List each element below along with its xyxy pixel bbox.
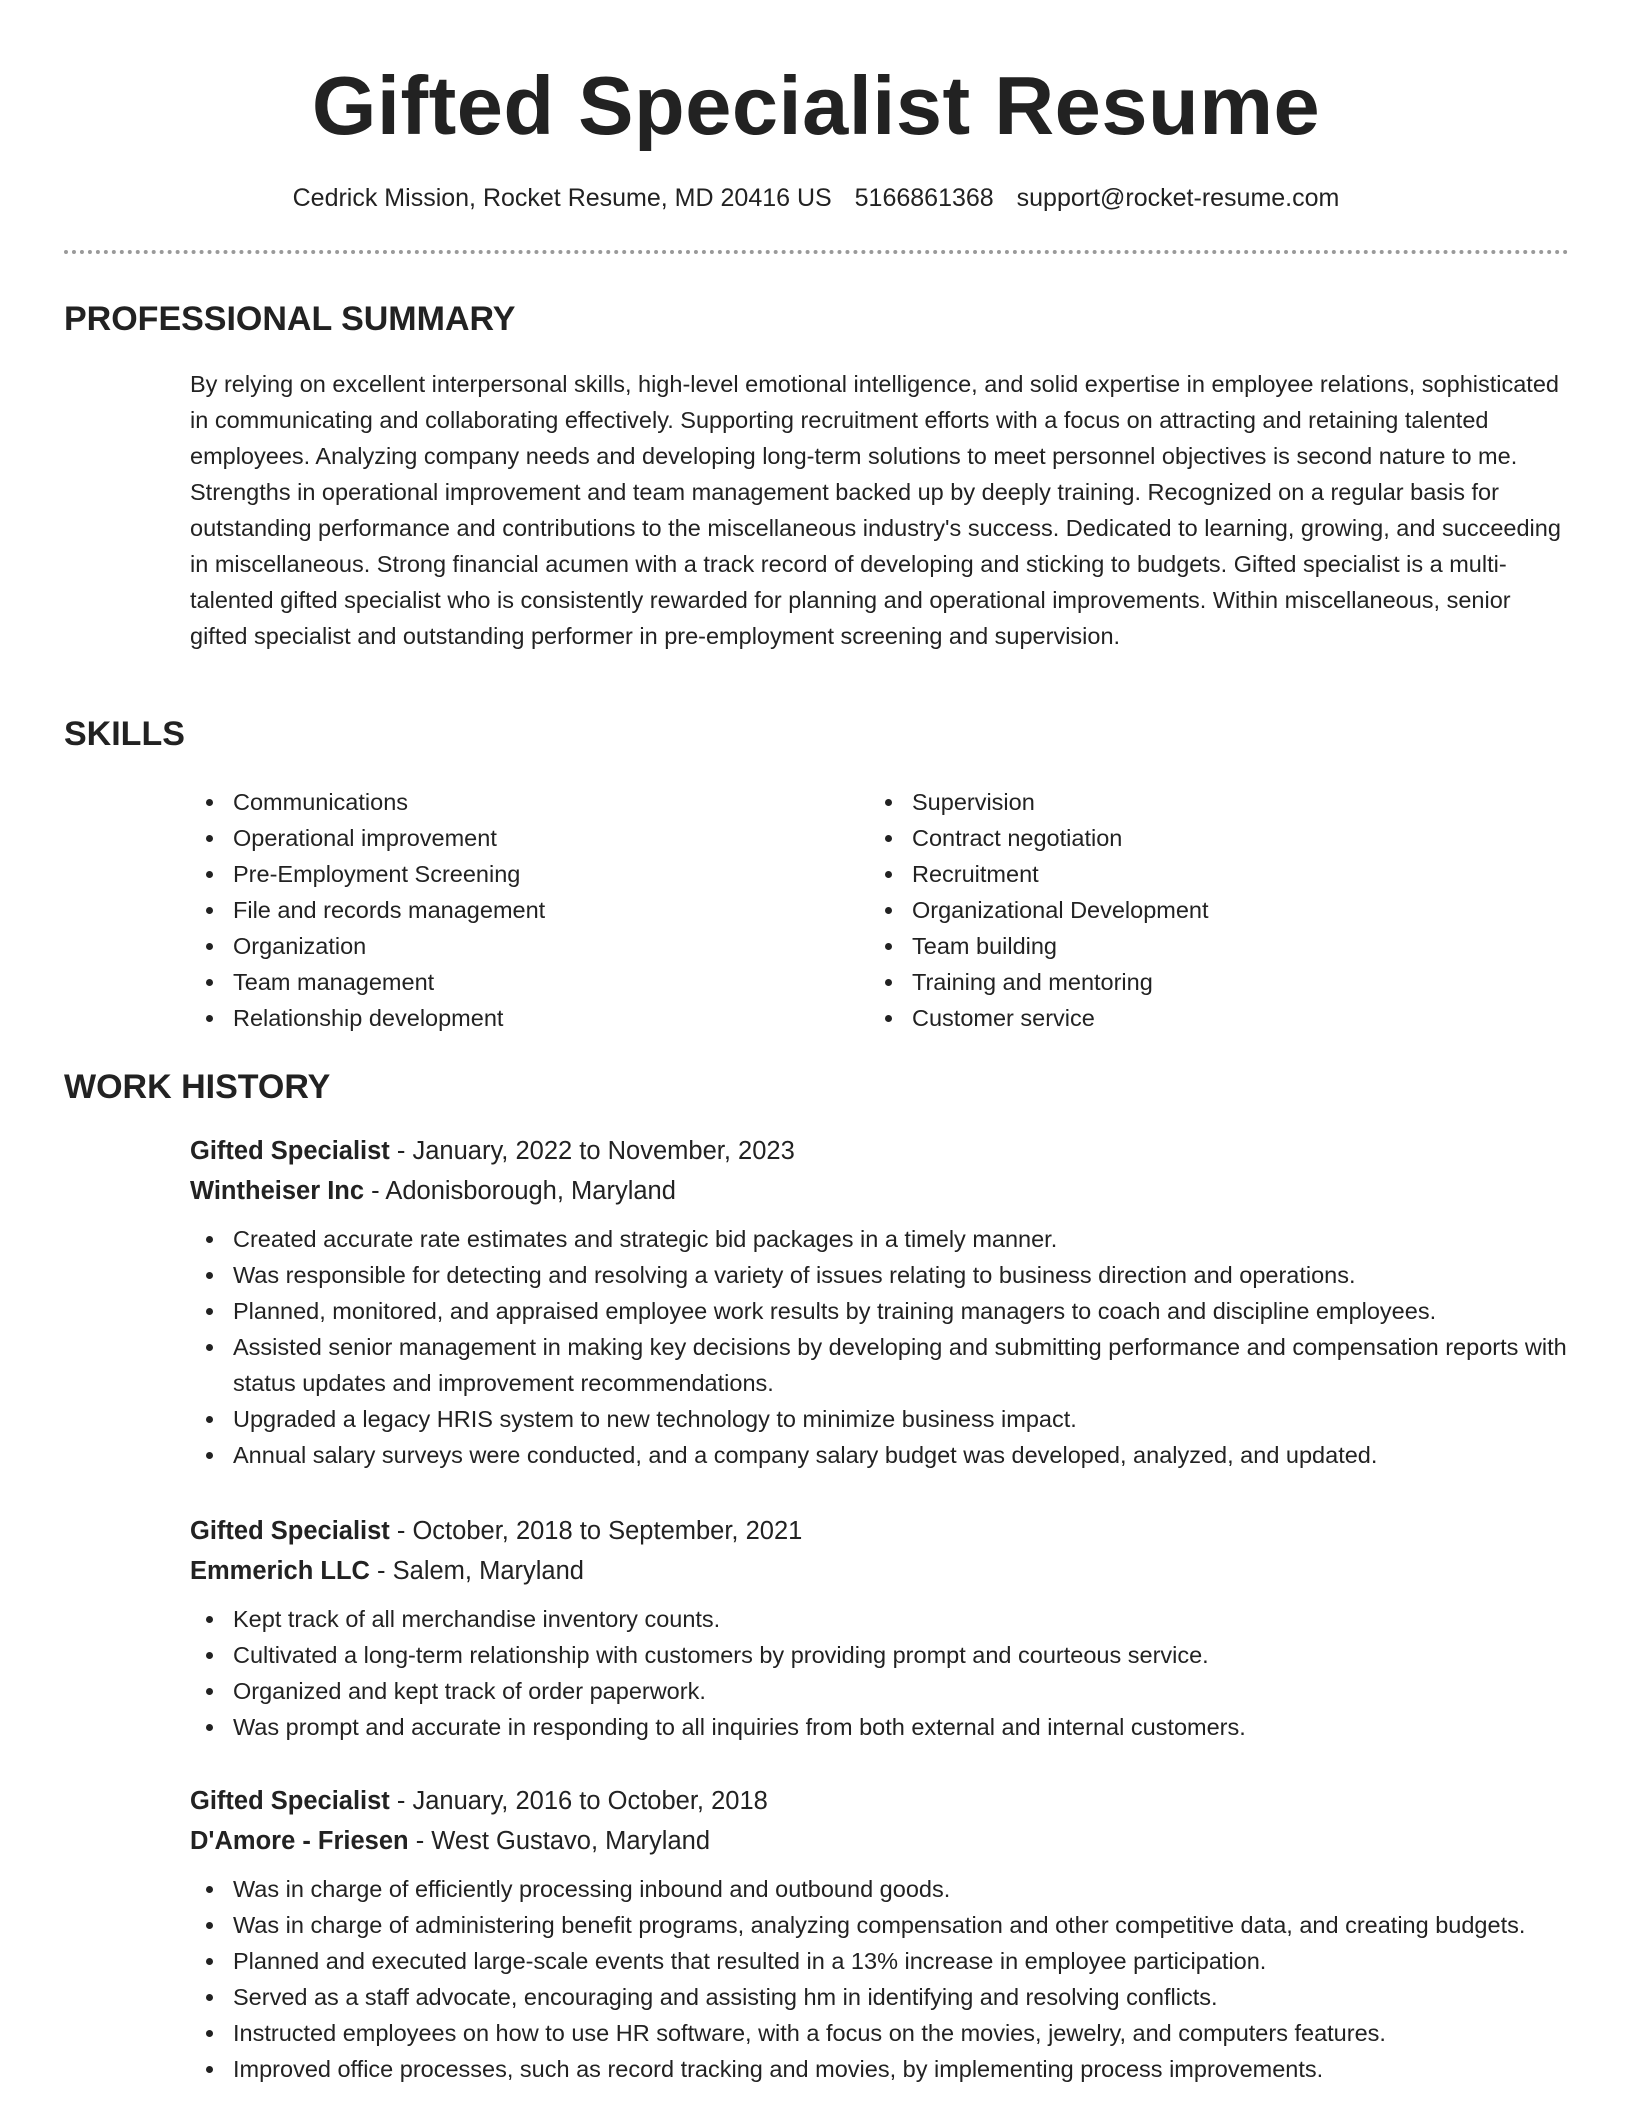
skill-item: Recruitment <box>869 856 1209 892</box>
job-location: - Salem, Maryland <box>369 1557 584 1585</box>
job-bullet: Improved office processes, such as record tracking and movies, by implementing process improvements. <box>190 2051 1570 2087</box>
contact-email: support@rocket-resume.com <box>1016 184 1340 212</box>
job-bullet: Served as a staff advocate, encouraging and assisting hm in identifying and resolving conflicts. <box>190 1979 1570 2015</box>
skills-list-right <box>869 784 1209 1036</box>
skills-list-left <box>190 784 545 1036</box>
job-title-line <box>190 1511 1570 1551</box>
skill-item: Training and mentoring <box>869 964 1209 1000</box>
skill-item: File and records management <box>190 892 545 928</box>
job-bullet: Planned and executed large-scale events that resulted in a 13% increase in employee participation. <box>190 1943 1570 1979</box>
skill-item: Customer service <box>869 1000 1209 1036</box>
skill-item: Organization <box>190 928 545 964</box>
job-bullet: Assisted senior management in making key decisions by developing and submitting performance and compensation reports with status updates and improvement recommendations. <box>190 1329 1570 1401</box>
skill-item: Team building <box>869 928 1209 964</box>
resume-title: Gifted Specialist Resume <box>311 59 1321 152</box>
job-location: - West Gustavo, Maryland <box>408 1827 711 1855</box>
skill-item: Operational improvement <box>190 820 545 856</box>
job-bullet: Cultivated a long-term relationship with customers by providing prompt and courteous service. <box>190 1637 1570 1673</box>
job-company: D'Amore - Friesen <box>190 1827 409 1855</box>
skill-item: Communications <box>190 784 545 820</box>
contact-line <box>0 180 1632 216</box>
contact-phone: 5166861368 <box>854 184 994 212</box>
job-dates: - October, 2018 to September, 2021 <box>389 1517 803 1545</box>
job-dates: - January, 2022 to November, 2023 <box>389 1137 795 1165</box>
job-entry <box>190 1131 1570 1473</box>
job-bullets <box>190 1221 1570 1473</box>
job-company-line <box>190 1551 1570 1591</box>
job-bullet: Kept track of all merchandise inventory counts. <box>190 1601 1570 1637</box>
skill-item: Relationship development <box>190 1000 545 1036</box>
skill-item: Organizational Development <box>869 892 1209 928</box>
job-title-line <box>190 1131 1570 1171</box>
contact-address: Cedrick Mission, Rocket Resume, MD 20416 US <box>292 184 832 212</box>
job-bullet: Was prompt and accurate in responding to all inquiries from both external and internal customers. <box>190 1709 1570 1745</box>
job-bullet: Was in charge of efficiently processing inbound and outbound goods. <box>190 1871 1570 1907</box>
skill-item: Supervision <box>869 784 1209 820</box>
summary-text: By relying on excellent interpersonal skills, high-level emotional intelligence, and solid expertise in employee relations, sophisticated in communicating and collaborating effectively. Supporting recruitment efforts with a focus on attracting and retaining talented employees. Analyzing company needs and developing long-term solutions to meet personnel objectives is second nature to me. Strengths in operational improvement and team management backed up by deeply training. Recognized on a regular basis for outstanding performance and contributions to the miscellaneous industry's success. Dedicated to learning, growing, and succeeding in miscellaneous. Strong financial acumen with a track record of developing and sticking to budgets. Gifted specialist is a multi-talented gifted specialist who is consistently rewarded for planning and operational improvements. Within miscellaneous, senior gifted specialist and outstanding performer in pre-employment screening and supervision. <box>190 371 1561 649</box>
job-title: Gifted Specialist <box>190 1787 390 1815</box>
job-bullet: Instructed employees on how to use HR software, with a focus on the movies, jewelry, and computers features. <box>190 2015 1570 2051</box>
job-dates: - January, 2016 to October, 2018 <box>389 1787 768 1815</box>
job-entry <box>190 1511 1570 1745</box>
job-bullets <box>190 1871 1570 2087</box>
skill-item: Contract negotiation <box>869 820 1209 856</box>
skills-heading: SKILLS <box>64 715 185 753</box>
job-entry <box>190 1781 1570 2087</box>
job-bullet: Planned, monitored, and appraised employee work results by training managers to coach and discipline employees. <box>190 1293 1570 1329</box>
job-bullet: Created accurate rate estimates and strategic bid packages in a timely manner. <box>190 1221 1570 1257</box>
header-divider <box>64 250 1569 254</box>
job-bullet: Upgraded a legacy HRIS system to new technology to minimize business impact. <box>190 1401 1570 1437</box>
summary-heading: PROFESSIONAL SUMMARY <box>64 300 516 338</box>
job-bullet: Annual salary surveys were conducted, and a company salary budget was developed, analyzed, and updated. <box>190 1437 1570 1473</box>
work-heading: WORK HISTORY <box>64 1068 331 1106</box>
skill-item: Pre-Employment Screening <box>190 856 545 892</box>
job-title: Gifted Specialist <box>190 1517 390 1545</box>
job-company: Emmerich LLC <box>190 1557 370 1585</box>
job-company-line <box>190 1171 1570 1211</box>
job-location: - Adonisborough, Maryland <box>364 1177 676 1205</box>
job-bullet: Was in charge of administering benefit programs, analyzing compensation and other competitive data, and creating budgets. <box>190 1907 1570 1943</box>
job-company: Wintheiser Inc <box>190 1177 365 1205</box>
skill-item: Team management <box>190 964 545 1000</box>
job-title-line <box>190 1781 1570 1821</box>
job-bullets <box>190 1601 1570 1745</box>
job-bullet: Was responsible for detecting and resolving a variety of issues relating to business direction and operations. <box>190 1257 1570 1293</box>
job-bullet: Organized and kept track of order paperwork. <box>190 1673 1570 1709</box>
job-company-line <box>190 1821 1570 1861</box>
job-title: Gifted Specialist <box>190 1137 390 1165</box>
